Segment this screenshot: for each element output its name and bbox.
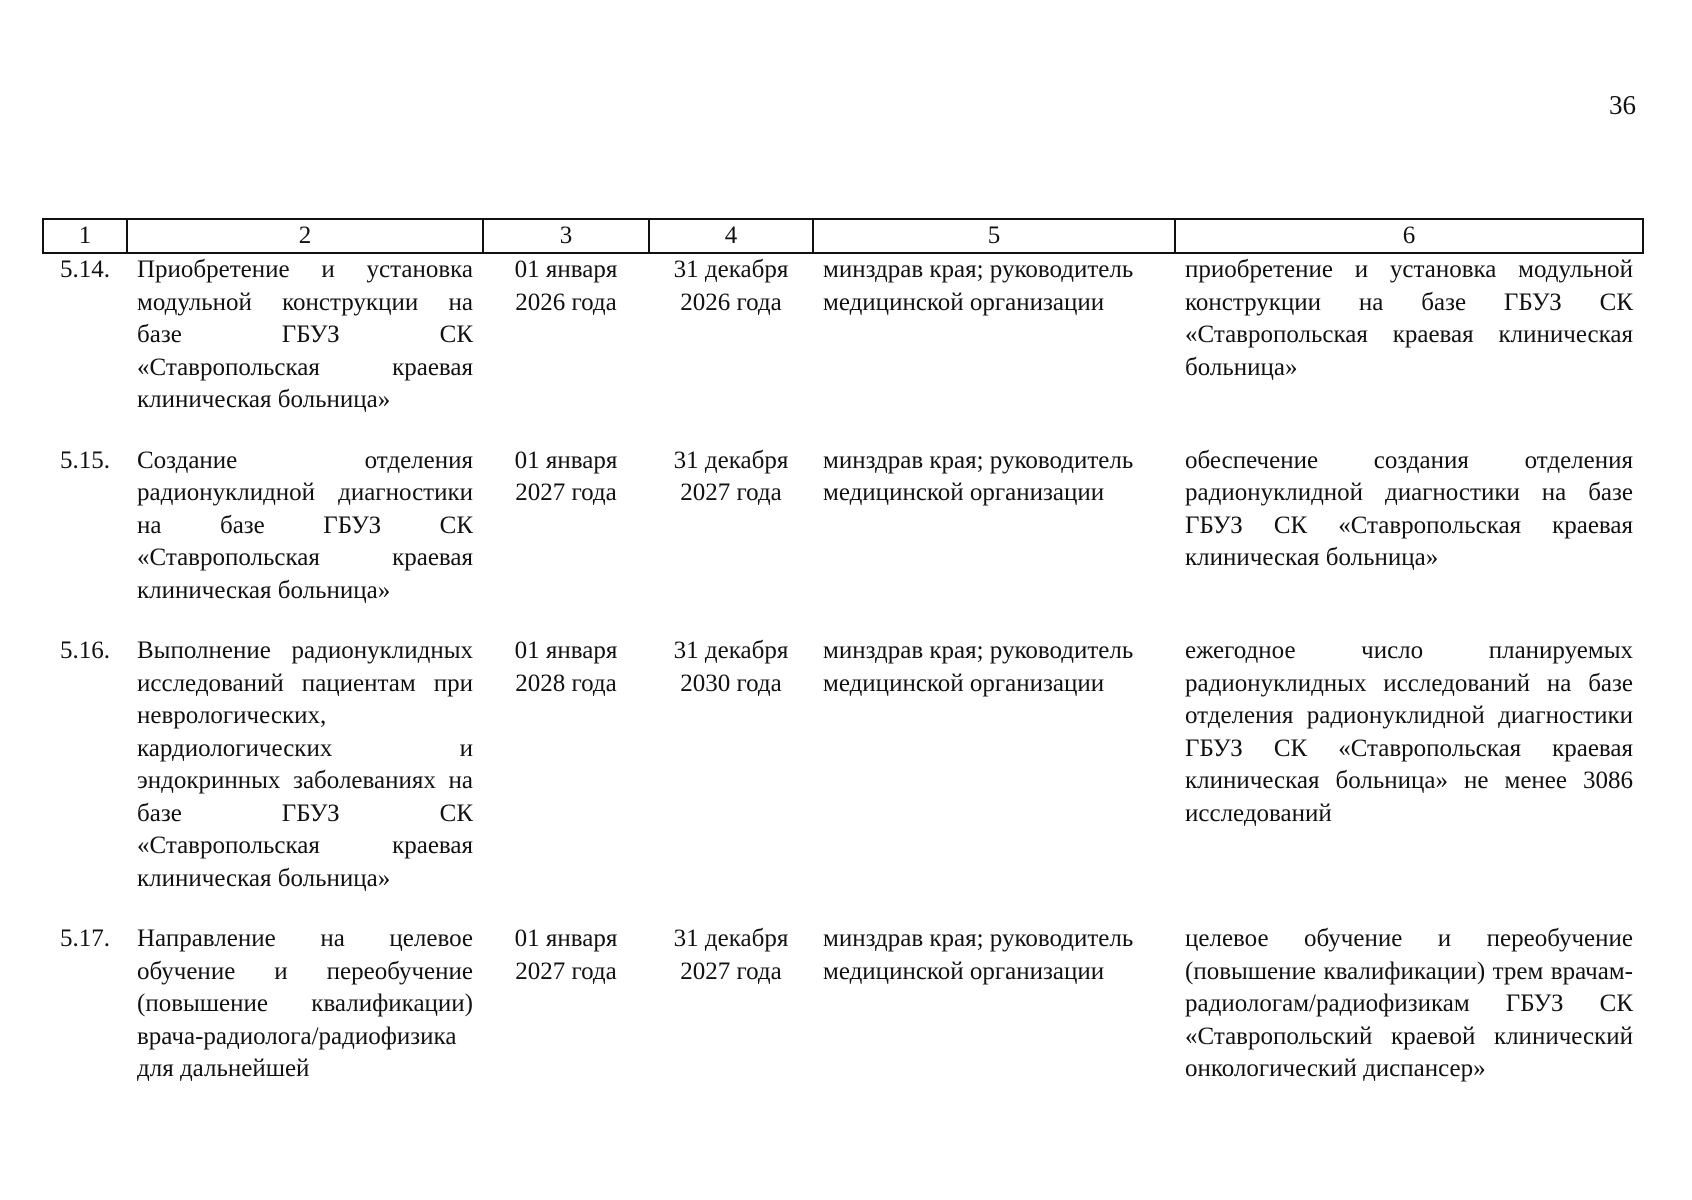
start-date-year: 2027 года bbox=[515, 957, 617, 985]
table-row bbox=[43, 253, 1643, 445]
start-date-day: 01 января bbox=[514, 925, 618, 952]
column-header-6: 6 bbox=[1175, 219, 1643, 253]
item-number: 5.14. bbox=[60, 256, 110, 283]
end-date-year: 2026 года bbox=[680, 288, 782, 316]
end-date-day: 31 декабря bbox=[673, 925, 789, 952]
item-number: 5.17. bbox=[60, 925, 110, 952]
start-date-year: 2027 года bbox=[515, 479, 617, 506]
start-date bbox=[483, 923, 649, 1086]
end-date-year: 2027 года bbox=[680, 957, 782, 985]
end-date bbox=[649, 635, 813, 923]
table-row bbox=[43, 445, 1643, 636]
start-date bbox=[483, 635, 649, 923]
end-date bbox=[649, 923, 813, 1086]
result-text: ежегодное число планируемых радионуклидных исследований на базе отделения радионуклидной диагностики ГБУЗ СК «Ставропольская краевая клиническая больница» не менее 3086 исследований bbox=[1185, 637, 1633, 827]
action-text: Направление на целевое обучение и переобучение (повышение квалификации) врача-радиолога/радиофизика для дальнейшей bbox=[137, 925, 473, 1082]
result-text: приобретение и установка модульной конструкции на базе ГБУЗ СК «Ставропольская краевая клиническая больница» bbox=[1185, 256, 1633, 381]
end-date bbox=[649, 445, 813, 636]
measures-table bbox=[42, 218, 1644, 1086]
end-date-day: 31 декабря bbox=[673, 446, 789, 474]
responsible-text: минздрав края; руководитель медицинской организации bbox=[823, 637, 1134, 697]
column-header-5: 5 bbox=[813, 219, 1175, 253]
start-date-year: 2026 года bbox=[515, 288, 617, 316]
responsible-text: минздрав края; руководитель медицинской организации bbox=[823, 446, 1134, 506]
item-number: 5.16. bbox=[60, 637, 110, 664]
end-date-year: 2027 года bbox=[680, 479, 782, 506]
end-date-day: 31 декабря bbox=[673, 256, 789, 283]
start-date-day: 01 января bbox=[514, 256, 618, 283]
column-header-1: 1 bbox=[43, 219, 127, 253]
item-number: 5.15. bbox=[60, 446, 110, 474]
end-date-year: 2030 года bbox=[680, 669, 782, 697]
end-date-day: 31 декабря bbox=[673, 637, 789, 664]
column-header-2: 2 bbox=[127, 219, 483, 253]
table-row bbox=[43, 923, 1643, 1086]
action-text: Создание отделения радионуклидной диагностики на базе ГБУЗ СК «Ставропольская краевая клиническая больница» bbox=[137, 446, 473, 604]
table-header-row bbox=[43, 219, 1643, 253]
result-text: целевое обучение и переобучение (повышение квалификации) трем врачам-радиологам/радиофизикам ГБУЗ СК «Ставропольский краевой клинический онкологический диспансер» bbox=[1185, 925, 1633, 1082]
responsible-text: минздрав края; руководитель медицинской организации bbox=[823, 256, 1134, 316]
column-header-3: 3 bbox=[483, 219, 649, 253]
start-date bbox=[483, 253, 649, 445]
action-text: Приобретение и установка модульной конструкции на базе ГБУЗ СК «Ставропольская краевая клиническая больница» bbox=[137, 256, 473, 413]
start-date-day: 01 января bbox=[514, 637, 618, 664]
start-date-year: 2028 года bbox=[515, 669, 617, 697]
end-date bbox=[649, 253, 813, 445]
action-text: Выполнение радионуклидных исследований пациентам при неврологических, кардиологических и эндокринных заболеваниях на базе ГБУЗ СК «Ставропольская краевая клиническая больница» bbox=[137, 637, 473, 892]
start-date bbox=[483, 445, 649, 636]
start-date-day: 01 января bbox=[514, 446, 618, 474]
result-text: обеспечение создания отделения радионуклидной диагностики на базе ГБУЗ СК «Ставропольская краевая клиническая больница» bbox=[1185, 446, 1633, 571]
responsible-text: минздрав края; руководитель медицинской организации bbox=[823, 925, 1134, 985]
page-number: 36 bbox=[1609, 90, 1636, 120]
column-header-4: 4 bbox=[649, 219, 813, 253]
table-row bbox=[43, 635, 1643, 923]
